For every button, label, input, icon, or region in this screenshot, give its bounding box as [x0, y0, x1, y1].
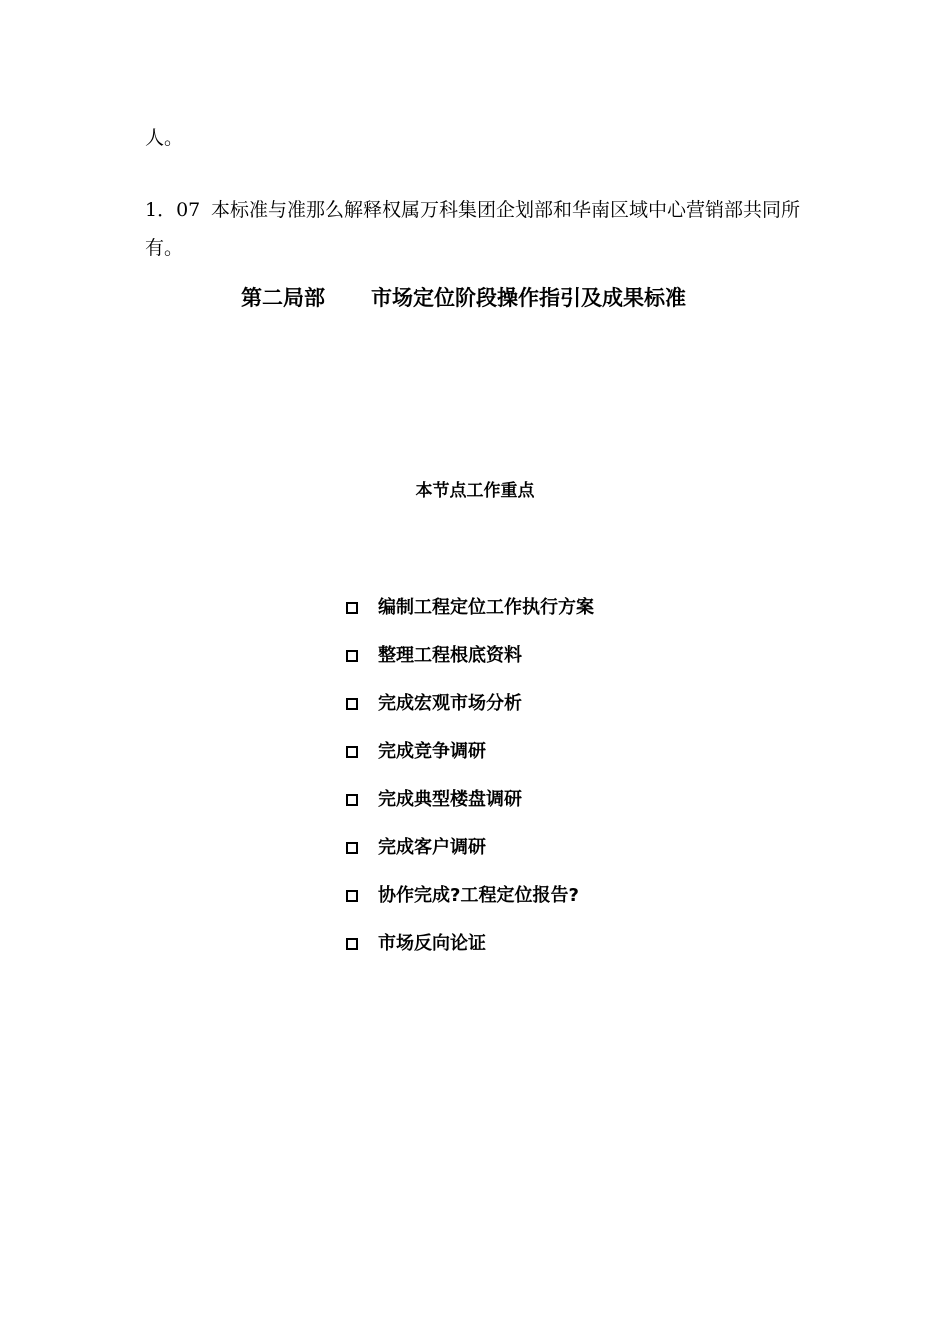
checklist-item-label: 协作完成?工程定位报告?	[378, 885, 579, 906]
clause-1-07-wrap	[145, 236, 183, 260]
checkbox-square-icon	[346, 698, 358, 710]
checkbox-square-icon	[346, 842, 358, 854]
checkbox-square-icon	[346, 794, 358, 806]
checklist-item-label: 完成竞争调研	[378, 741, 486, 762]
clause-text-line1: 本标准与准那么解释权属万科集团企划部和华南区域中心营销部共同所	[211, 199, 801, 221]
checkbox-square-icon	[346, 890, 358, 902]
continuation-text: 人。	[145, 127, 184, 149]
checklist-item-label: 完成宏观市场分析	[378, 693, 522, 714]
checklist-item	[346, 596, 594, 644]
part-heading	[241, 284, 686, 312]
section-title: 本节点工作重点	[415, 481, 535, 501]
work-focus-checklist	[346, 596, 594, 980]
checkbox-square-icon	[346, 746, 358, 758]
part-title: 市场定位阶段操作指引及成果标准	[371, 286, 686, 310]
clause-number: 1．07	[145, 199, 201, 221]
part-label: 第二局部	[241, 286, 325, 310]
clause-text-line2: 有。	[145, 237, 184, 259]
checklist-item	[346, 644, 594, 692]
checklist-item-label: 完成客户调研	[378, 837, 486, 858]
checklist-item	[346, 788, 594, 836]
checklist-item	[346, 740, 594, 788]
checklist-item-label: 完成典型楼盘调研	[378, 789, 522, 810]
checklist-item	[346, 932, 594, 980]
checklist-item	[346, 884, 594, 932]
checklist-item-label: 整理工程根底资料	[378, 645, 522, 666]
checklist-item	[346, 836, 594, 884]
checkbox-square-icon	[346, 602, 358, 614]
checkbox-square-icon	[346, 938, 358, 950]
checkbox-square-icon	[346, 650, 358, 662]
checklist-item-label: 市场反向论证	[378, 933, 486, 954]
checklist-item-label: 编制工程定位工作执行方案	[378, 597, 594, 618]
clause-1-07	[145, 198, 800, 222]
paragraph-continuation	[145, 126, 183, 150]
checklist-item	[346, 692, 594, 740]
